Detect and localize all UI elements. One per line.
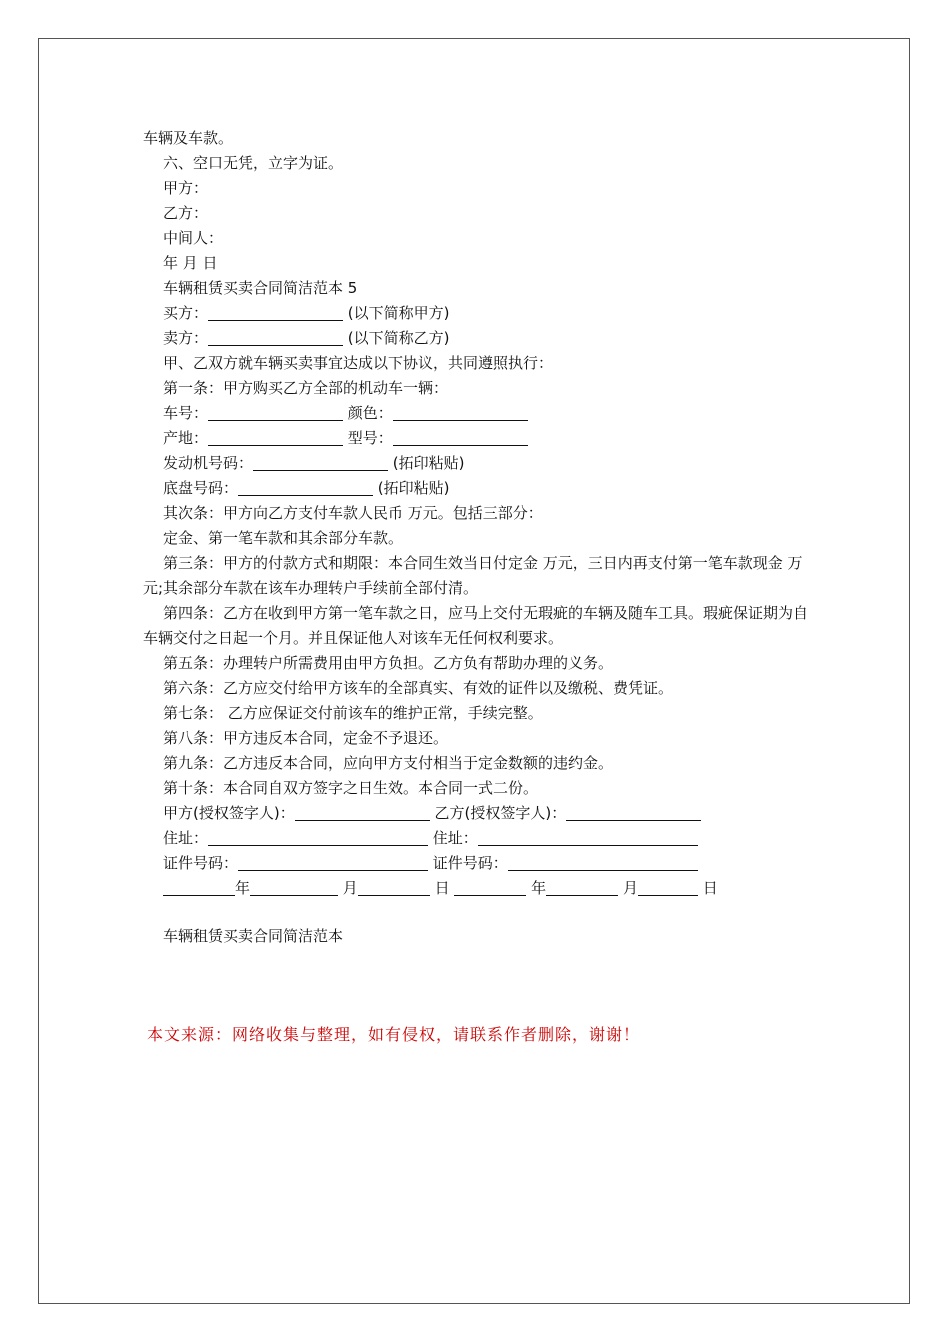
engine-blank (253, 455, 388, 471)
agreement-intro: 甲、乙双方就车辆买卖事宜达成以下协议，共同遵照执行： (163, 354, 554, 372)
address-label-b: 住址： (432, 829, 478, 847)
text-line: 车辆及车款。 (143, 129, 234, 147)
article-3: 第三条：甲方的付款方式和期限：本合同生效当日付定金 万元，三日内再支付第一笔车款现金 万元;其余部分车款在该车办理转户手续前全部付清。 (143, 554, 803, 597)
article-5: 第五条：办理转户所需费用由甲方负担。乙方负有帮助办理的义务。 (163, 654, 614, 672)
plate-color-line (143, 401, 813, 426)
party-b-sign-blank (566, 805, 701, 821)
id-label-b: 证件号码： (432, 854, 508, 872)
id-label-a: 证件号码： (163, 854, 239, 872)
article-10: 第十条：本合同自双方签字之日生效。本合同一式二份。 (163, 779, 539, 797)
blank (163, 880, 235, 896)
blank (546, 880, 618, 896)
engine-note: (拓印粘贴) (392, 454, 465, 472)
seller-blank (208, 330, 343, 346)
article-9: 第九条：乙方违反本合同，应向甲方支付相当于定金数额的违约金。 (163, 754, 614, 772)
buyer-label: 买方： (163, 304, 209, 322)
chassis-blank (238, 480, 373, 496)
id-line (143, 851, 813, 876)
party-b-sign-label: 乙方(授权签字人)： (434, 804, 567, 822)
party-a-sign-label: 甲方(授权签字人)： (163, 804, 295, 822)
article-7: 第七条： 乙方应保证交付前该车的维护正常，手续完整。 (163, 704, 543, 722)
text-line: 六、空口无凭，立字为证。 (163, 154, 344, 172)
year-label: 年 (531, 879, 547, 897)
model-blank (393, 430, 528, 446)
address-blank-b (478, 830, 698, 846)
day-label: 日 (434, 879, 450, 897)
seller-note: (以下简称乙方) (347, 329, 450, 347)
blank (638, 880, 698, 896)
article-4: 第四条：乙方在收到甲方第一笔车款之日，应马上交付无瑕疵的车辆及随车工具。瑕疵保证期为自车辆交付之日起一个月。并且保证他人对该车无任何权利要求。 (143, 604, 809, 647)
address-label-a: 住址： (163, 829, 209, 847)
signing-date-line (143, 876, 813, 901)
color-label: 颜色： (347, 404, 393, 422)
blank (454, 880, 526, 896)
section-title: 车辆租赁买卖合同简洁范本 5 (163, 279, 358, 297)
id-blank-b (508, 855, 698, 871)
article-1: 第一条：甲方购买乙方全部的机动车一辆： (163, 379, 449, 397)
plate-blank (208, 405, 343, 421)
blank (358, 880, 430, 896)
year-label: 年 (235, 879, 251, 897)
color-blank (393, 405, 528, 421)
chassis-note: (拓印粘贴) (377, 479, 450, 497)
middleman-line: 中间人： (163, 229, 224, 247)
seller-line (143, 326, 813, 351)
source-notice: 本文来源：网络收集与整理，如有侵权，请联系作者删除，谢谢！ (147, 1025, 641, 1044)
origin-blank (208, 430, 343, 446)
month-label: 月 (622, 879, 638, 897)
origin-model-line (143, 426, 813, 451)
party-a-sign-blank (295, 805, 430, 821)
month-label: 月 (342, 879, 358, 897)
gap (143, 901, 813, 924)
engine-line (143, 451, 813, 476)
model-label: 型号： (347, 429, 393, 447)
chassis-line (143, 476, 813, 501)
id-blank-a (238, 855, 428, 871)
party-a-line: 甲方： (163, 179, 209, 197)
address-blank-a (208, 830, 428, 846)
blank (250, 880, 338, 896)
engine-label: 发动机号码： (163, 454, 254, 472)
footer-title: 车辆租赁买卖合同简洁范本 (163, 927, 344, 945)
signature-line (143, 801, 813, 826)
buyer-note: (以下简称甲方) (347, 304, 450, 322)
article-6: 第六条：乙方应交付给甲方该车的全部真实、有效的证件以及缴税、费凭证。 (163, 679, 674, 697)
day-label: 日 (702, 879, 718, 897)
party-b-line: 乙方： (163, 204, 209, 222)
article-8: 第八条：甲方违反本合同，定金不予退还。 (163, 729, 449, 747)
article-2: 其次条：甲方向乙方支付车款人民币 万元。包括三部分： (163, 504, 543, 522)
origin-label: 产地： (163, 429, 209, 447)
seller-label: 卖方： (163, 329, 209, 347)
article-2-cont: 定金、第一笔车款和其余部分车款。 (163, 529, 404, 547)
plate-label: 车号： (163, 404, 209, 422)
contract-document (143, 126, 813, 949)
chassis-label: 底盘号码： (163, 479, 239, 497)
address-line (143, 826, 813, 851)
date-line: 年 月 日 (163, 254, 218, 272)
buyer-line (143, 301, 813, 326)
buyer-blank (208, 305, 343, 321)
